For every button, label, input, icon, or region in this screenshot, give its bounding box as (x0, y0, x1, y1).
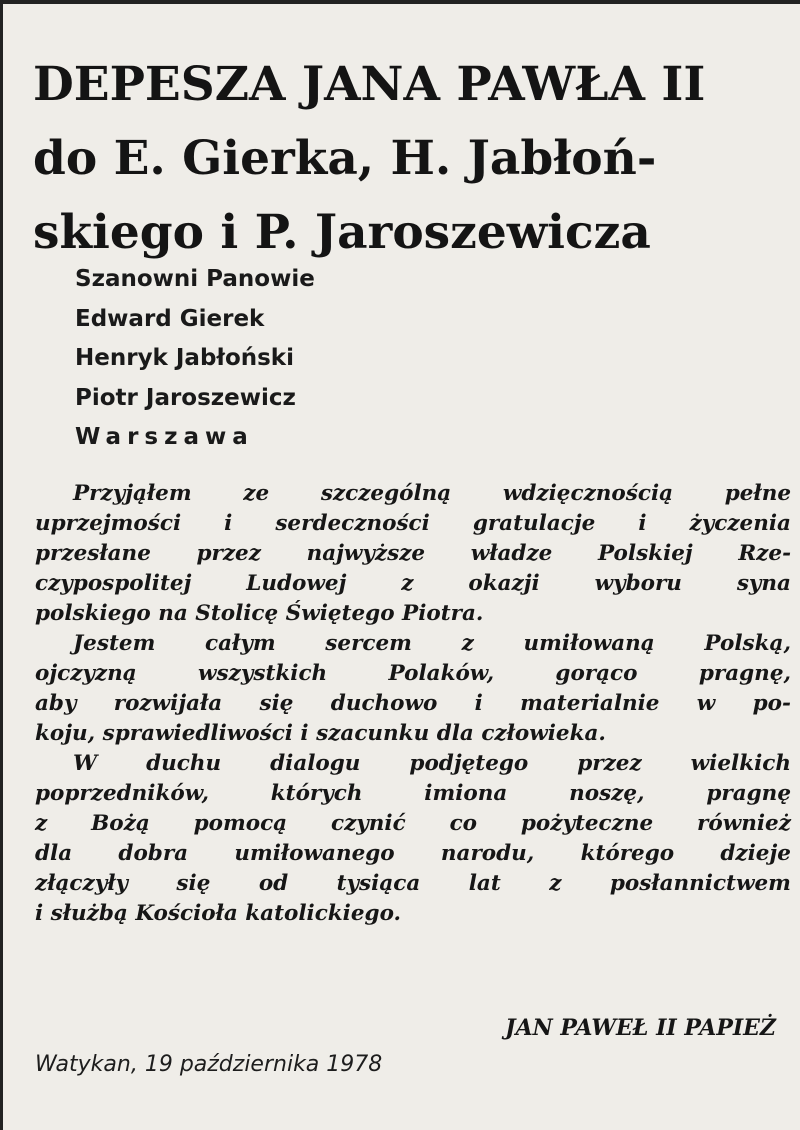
signature: JAN PAWEŁ II PAPIEŻ (505, 1015, 776, 1041)
body-line: Jestem całym sercem z umiłowaną Polską, (73, 631, 791, 656)
body-line: czypospolitej Ludowej z okazji wyboru syna (35, 571, 791, 596)
body-line: polskiego na Stolicę Świętego Piotra. (35, 601, 484, 626)
addressee-name: Henryk Jabłoński (75, 345, 294, 371)
dateline: Watykan, 19 października 1978 (35, 1052, 383, 1077)
body-line: z Bożą pomocą czynić co pożyteczne również (35, 811, 791, 836)
addressee-city: Warszawa (75, 424, 254, 450)
addressee-name: Piotr Jaroszewicz (75, 384, 296, 411)
headline-line: do E. Gierka, H. Jabłoń- (33, 131, 657, 186)
body-line: koju, sprawiedliwości i szacunku dla człowieka. (35, 721, 606, 746)
headline (33, 48, 793, 270)
addressee-name: Edward Gierek (75, 305, 265, 332)
body-line: poprzedników, których imiona noszę, pragnę (35, 781, 791, 806)
salutation: Szanowni Panowie (75, 266, 315, 292)
body-line: W duchu dialogu podjętego przez wielkich (73, 751, 791, 776)
body-line: aby rozwijała się duchowo i materialnie w po- (35, 691, 791, 716)
address-block (75, 260, 315, 458)
body-line: ojczyzną wszystkich Polaków, gorąco pragnę, (35, 661, 791, 686)
body-line: złączyły się od tysiąca lat z posłannictwem (35, 871, 791, 896)
body-line: i służbą Kościoła katolickiego. (35, 901, 402, 926)
body-line: uprzejmości i serdeczności gratulacje i życzenia (35, 511, 791, 536)
body-line: dla dobra umiłowanego narodu, którego dzieje (35, 841, 791, 866)
letter-body (35, 479, 791, 929)
body-line: przesłane przez najwyższe władze Polskiej Rze- (35, 541, 791, 566)
headline-line: skiego i P. Jaroszewicza (33, 205, 651, 260)
body-line: Przyjąłem ze szczególną wdzięcznością pełne (73, 481, 791, 506)
headline-line: DEPESZA JANA PAWŁA II (33, 57, 706, 112)
